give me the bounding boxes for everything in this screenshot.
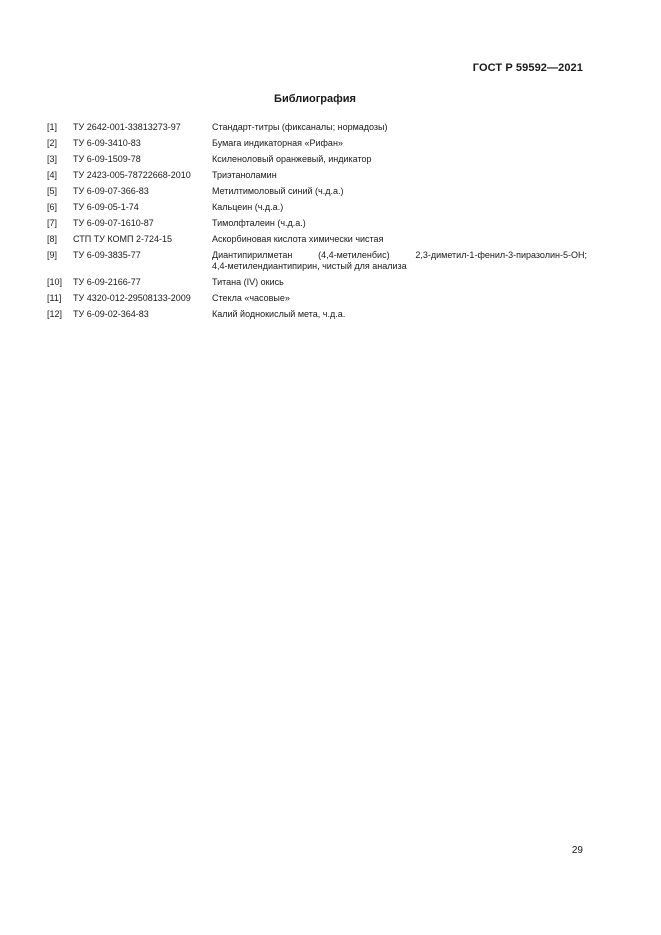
entry-number: [5]	[47, 186, 58, 196]
entry-number: [2]	[47, 138, 58, 148]
bibliography-entry	[47, 122, 587, 133]
entry-document-code: ТУ 6-09-2166-77	[73, 277, 141, 287]
entry-document-code: ТУ 6-09-3410-83	[73, 138, 141, 148]
entry-title-line: Тимолфталеин (ч.д.а.)	[212, 218, 306, 228]
entry-number: [11]	[47, 293, 62, 303]
entry-title	[212, 186, 587, 197]
entry-document-code: ТУ 6-09-07-1610-87	[73, 218, 154, 228]
entry-title	[212, 250, 587, 272]
bibliography-entry	[47, 293, 587, 304]
entry-title-line: Ксиленоловый оранжевый, индикатор	[212, 154, 372, 164]
bibliography-entry	[47, 170, 587, 181]
entry-title	[212, 309, 587, 320]
page-number: 29	[571, 845, 583, 856]
bibliography-entry	[47, 186, 587, 197]
entry-document-code: СТП ТУ КОМП 2-724-15	[73, 234, 173, 244]
entry-number: [12]	[47, 309, 63, 319]
entry-title-line: Триэтаноламин	[212, 170, 277, 180]
entry-title	[212, 293, 587, 304]
bibliography-entry	[47, 234, 587, 245]
entry-title-line: Метилтимоловый синий (ч.д.а.)	[212, 186, 344, 196]
entry-title-line: Стекла «часовые»	[212, 293, 290, 303]
entry-title	[212, 234, 587, 245]
section-title: Библиография	[274, 93, 356, 105]
bibliography-entry	[47, 309, 587, 320]
entry-number: [1]	[47, 122, 58, 132]
entry-number: [7]	[47, 218, 58, 228]
entry-title	[212, 277, 587, 288]
bibliography-entry	[47, 154, 587, 165]
entry-document-code: ТУ 4320-012-29508133-2009	[73, 293, 191, 303]
entry-title-line: 4,4-метилендиантипирин, чистый для анализа	[212, 261, 407, 271]
bibliography-entry	[47, 218, 587, 229]
bibliography-entry	[47, 202, 587, 213]
entry-number: [8]	[47, 234, 58, 244]
entry-title	[212, 154, 587, 165]
entry-title-line: Аскорбиновая кислота химически чистая	[212, 234, 384, 244]
entry-title	[212, 218, 587, 229]
entry-number: [10]	[47, 277, 63, 287]
bibliography-entry	[47, 138, 587, 149]
entry-document-code: ТУ 6-09-07-366-83	[73, 186, 149, 196]
entry-title-line: Стандарт-титры (фиксаналы; нормадозы)	[212, 122, 388, 132]
entry-document-code: ТУ 2642-001-33813273-97	[73, 122, 181, 132]
entry-title	[212, 138, 587, 149]
entry-title-line: Диантипирилметан (4,4-метиленбис) 2,3-диметил-1-фенил-3-пиразолин-5-ОН;	[212, 250, 587, 260]
bibliography-list	[47, 122, 587, 325]
entry-number: [9]	[47, 250, 58, 260]
entry-document-code: ТУ 6-09-02-364-83	[73, 309, 149, 319]
entry-document-code: ТУ 2423-005-78722668-2010	[73, 170, 191, 180]
entry-title-line: Бумага индикаторная «Рифан»	[212, 138, 343, 148]
bibliography-entry	[47, 277, 587, 288]
entry-number: [6]	[47, 202, 58, 212]
bibliography-entry	[47, 250, 587, 272]
entry-title-line: Титана (IV) окись	[212, 277, 284, 287]
entry-title	[212, 122, 587, 133]
entry-title-line: Кальцеин (ч.д.а.)	[212, 202, 284, 212]
entry-document-code: ТУ 6-09-3835-77	[73, 250, 141, 260]
entry-document-code: ТУ 6-09-1509-78	[73, 154, 141, 164]
entry-number: [3]	[47, 154, 58, 164]
entry-document-code: ТУ 6-09-05-1-74	[73, 202, 139, 212]
entry-title-line: Калий йоднокислый мета, ч.д.а.	[212, 309, 346, 319]
entry-title	[212, 170, 587, 181]
entry-title	[212, 202, 587, 213]
standard-designation: ГОСТ Р 59592—2021	[472, 62, 583, 74]
entry-number: [4]	[47, 170, 58, 180]
